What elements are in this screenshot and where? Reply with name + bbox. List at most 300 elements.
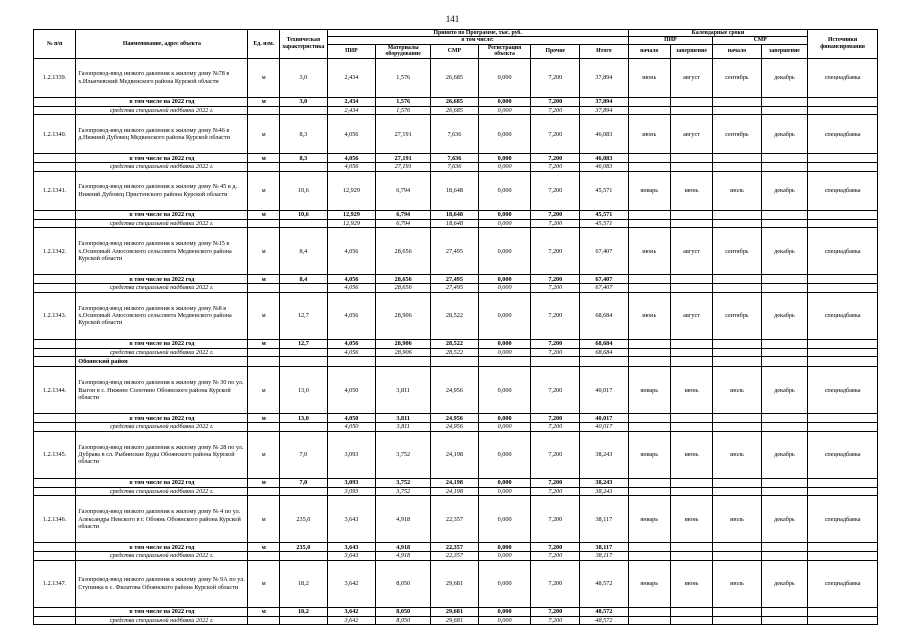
smr-end: декабрь <box>761 171 807 210</box>
smr-end: декабрь <box>761 560 807 607</box>
subtotal-2022-row <box>34 607 878 616</box>
subtotal-label: в том числе на 2022 год <box>76 154 248 163</box>
empty-cell <box>628 163 670 172</box>
pir-start: июнь <box>628 292 670 339</box>
other-value: 7,200 <box>531 97 580 106</box>
materials-value: 8,050 <box>376 560 431 607</box>
header-materials: Материалы оборудование <box>376 44 431 58</box>
empty-cell <box>761 423 807 432</box>
empty-cell <box>628 97 670 106</box>
other-value: 7,200 <box>531 543 580 552</box>
total-value: 48,572 <box>580 616 629 625</box>
pir-value: 4,056 <box>327 292 376 339</box>
empty-cell <box>248 616 280 625</box>
tech-value: 8,4 <box>280 275 328 284</box>
smr-end: декабрь <box>761 115 807 154</box>
empty-cell <box>713 275 762 284</box>
tech-value: 18,2 <box>280 560 328 607</box>
pir-value: 4,056 <box>327 115 376 154</box>
unit: м <box>248 339 280 348</box>
empty-cell <box>761 552 807 561</box>
special-fund-row <box>34 348 878 357</box>
registration-value: 0,000 <box>478 292 531 339</box>
smr-start: сентябрь <box>713 115 762 154</box>
materials-value: 3,811 <box>376 367 431 414</box>
subtotal-2022-row <box>34 414 878 423</box>
materials-value: 6,794 <box>376 219 431 228</box>
smr-value: 24,956 <box>431 367 479 414</box>
empty-cell <box>670 543 712 552</box>
empty-cell <box>248 423 280 432</box>
empty-cell <box>34 97 76 106</box>
header-start-smr: начало <box>713 44 762 58</box>
empty-cell <box>248 487 280 496</box>
subtotal-label: в том числе на 2022 год <box>76 478 248 487</box>
funding-source: спецнадбавка <box>808 58 878 97</box>
smr-value: 7,636 <box>431 163 479 172</box>
subtotal-2022-row <box>34 275 878 284</box>
empty-cell <box>713 414 762 423</box>
smr-end: декабрь <box>761 431 807 478</box>
special-fund-row <box>34 284 878 293</box>
total-value: 67,407 <box>580 284 629 293</box>
pir-value: 4,050 <box>327 423 376 432</box>
smr-value: 27,495 <box>431 284 479 293</box>
unit: м <box>248 154 280 163</box>
empty-cell <box>34 284 76 293</box>
empty-cell <box>761 284 807 293</box>
empty-cell <box>670 219 712 228</box>
empty-cell <box>713 357 762 367</box>
pir-value: 12,929 <box>327 219 376 228</box>
unit: м <box>248 97 280 106</box>
empty-cell <box>713 423 762 432</box>
unit: м <box>248 543 280 552</box>
pir-value: 3,642 <box>327 616 376 625</box>
empty-cell <box>628 414 670 423</box>
empty-cell <box>808 219 878 228</box>
empty-cell <box>761 616 807 625</box>
registration-value: 0,000 <box>478 607 531 616</box>
other-value: 7,200 <box>531 154 580 163</box>
object-name: Газопровод-ввод низкого давления к жилому дому №15 в х.Осиновый Амосовского сельсовета Медвенского района Курской области <box>76 228 248 275</box>
materials-value: 4,918 <box>376 543 431 552</box>
tech-value: 10,6 <box>280 210 328 219</box>
smr-value: 24,198 <box>431 431 479 478</box>
empty-cell <box>34 210 76 219</box>
smr-value: 18,648 <box>431 219 479 228</box>
pir-end: август <box>670 292 712 339</box>
empty-cell <box>248 552 280 561</box>
smr-value: 26,685 <box>431 97 479 106</box>
empty-cell <box>808 348 878 357</box>
empty-cell <box>670 357 712 367</box>
funding-source: спецнадбавка <box>808 431 878 478</box>
total-value: 38,117 <box>580 552 629 561</box>
header-num: № п/п <box>34 30 76 59</box>
region-num-cell <box>34 357 76 367</box>
header-smr: СМР <box>431 44 479 58</box>
empty-cell <box>808 616 878 625</box>
unit: м <box>248 496 280 543</box>
empty-cell <box>34 163 76 172</box>
empty-cell <box>628 210 670 219</box>
table-row <box>34 171 878 210</box>
object-name: Газопровод-ввод низкого давления к жилому дому № 28 по ул. Дубрава в сл. Рыбинские Буды Обоянского района Курской области <box>76 431 248 478</box>
empty-cell <box>713 163 762 172</box>
empty-cell <box>761 607 807 616</box>
empty-cell <box>628 339 670 348</box>
empty-cell <box>580 357 629 367</box>
other-value: 7,200 <box>531 478 580 487</box>
pir-start: июнь <box>628 115 670 154</box>
empty-cell <box>34 423 76 432</box>
empty-cell <box>34 154 76 163</box>
smr-start: сентябрь <box>713 228 762 275</box>
table-row <box>34 115 878 154</box>
empty-cell <box>761 106 807 115</box>
empty-cell <box>34 616 76 625</box>
empty-cell <box>628 357 670 367</box>
total-value: 38,117 <box>580 496 629 543</box>
smr-end: декабрь <box>761 367 807 414</box>
unit: м <box>248 367 280 414</box>
other-value: 7,200 <box>531 115 580 154</box>
header-end-pir: завершение <box>670 44 712 58</box>
total-value: 67,407 <box>580 275 629 284</box>
registration-value: 0,000 <box>478 219 531 228</box>
empty-cell <box>808 339 878 348</box>
row-number: 1.2.1342. <box>34 228 76 275</box>
other-value: 7,200 <box>531 171 580 210</box>
total-value: 38,243 <box>580 487 629 496</box>
special-fund-label: средства специальной надбавки 2022 г. <box>76 163 248 172</box>
special-fund-row <box>34 552 878 561</box>
row-number: 1.2.1339. <box>34 58 76 97</box>
header-name: Наименование, адрес объекта <box>76 30 248 59</box>
tech-value: 10,6 <box>280 171 328 210</box>
pir-value: 4,050 <box>327 414 376 423</box>
empty-cell <box>670 275 712 284</box>
materials-value: 1,576 <box>376 58 431 97</box>
unit: м <box>248 58 280 97</box>
empty-cell <box>713 607 762 616</box>
subtotal-label: в том числе на 2022 год <box>76 97 248 106</box>
header-source: Источники финансирования <box>808 30 878 59</box>
special-fund-label: средства специальной надбавки 2022 г. <box>76 284 248 293</box>
special-fund-row <box>34 106 878 115</box>
empty-cell <box>670 210 712 219</box>
empty-cell <box>713 106 762 115</box>
funding-source: спецнадбавка <box>808 560 878 607</box>
tech-value: 3,0 <box>280 58 328 97</box>
smr-start: июль <box>713 171 762 210</box>
pir-start: июнь <box>628 228 670 275</box>
empty-cell <box>628 348 670 357</box>
materials-value: 27,191 <box>376 154 431 163</box>
program-table <box>33 29 878 625</box>
unit: м <box>248 607 280 616</box>
subtotal-label: в том числе на 2022 год <box>76 414 248 423</box>
subtotal-label: в том числе на 2022 год <box>76 210 248 219</box>
subtotal-2022-row <box>34 543 878 552</box>
empty-cell <box>808 543 878 552</box>
smr-value: 26,685 <box>431 106 479 115</box>
empty-cell <box>713 543 762 552</box>
other-value: 7,200 <box>531 106 580 115</box>
header-total: Итого <box>580 44 629 58</box>
tech-value: 3,0 <box>280 97 328 106</box>
special-fund-row <box>34 163 878 172</box>
materials-value: 28,906 <box>376 292 431 339</box>
tech-value: 235,0 <box>280 543 328 552</box>
other-value: 7,200 <box>531 163 580 172</box>
other-value: 7,200 <box>531 58 580 97</box>
smr-value: 24,198 <box>431 478 479 487</box>
total-value: 37,894 <box>580 106 629 115</box>
empty-cell <box>670 154 712 163</box>
empty-cell <box>670 414 712 423</box>
empty-cell <box>713 552 762 561</box>
empty-cell <box>34 339 76 348</box>
smr-value: 27,495 <box>431 228 479 275</box>
empty-cell <box>670 339 712 348</box>
empty-cell <box>808 284 878 293</box>
special-fund-row <box>34 487 878 496</box>
empty-cell <box>713 210 762 219</box>
other-value: 7,200 <box>531 607 580 616</box>
pir-end: июнь <box>670 171 712 210</box>
empty-cell <box>34 348 76 357</box>
header-program: Принято по Программе, тыс. руб. <box>327 30 628 37</box>
registration-value: 0,000 <box>478 616 531 625</box>
header-start-pir: начало <box>628 44 670 58</box>
empty-cell <box>34 543 76 552</box>
empty-cell <box>713 97 762 106</box>
empty-cell <box>431 357 479 367</box>
funding-source: спецнадбавка <box>808 292 878 339</box>
empty-cell <box>761 348 807 357</box>
empty-cell <box>761 275 807 284</box>
table-row <box>34 228 878 275</box>
tech-value: 7,0 <box>280 431 328 478</box>
header-unit: Ед. изм. <box>248 30 280 59</box>
subtotal-label: в том числе на 2022 год <box>76 339 248 348</box>
registration-value: 0,000 <box>478 228 531 275</box>
empty-cell <box>628 487 670 496</box>
materials-value: 3,811 <box>376 423 431 432</box>
table-row <box>34 367 878 414</box>
pir-value: 4,056 <box>327 228 376 275</box>
empty-cell <box>34 478 76 487</box>
empty-cell <box>531 357 580 367</box>
smr-value: 22,357 <box>431 543 479 552</box>
pir-start: январь <box>628 431 670 478</box>
header-cal-pir: ПИР <box>628 37 713 44</box>
empty-cell <box>808 414 878 423</box>
empty-cell <box>248 357 280 367</box>
empty-cell <box>248 219 280 228</box>
smr-end: декабрь <box>761 496 807 543</box>
registration-value: 0,000 <box>478 171 531 210</box>
empty-cell <box>34 552 76 561</box>
empty-cell <box>761 154 807 163</box>
special-fund-label: средства специальной надбавки 2022 г. <box>76 423 248 432</box>
smr-start: июль <box>713 560 762 607</box>
tech-value: 8,4 <box>280 228 328 275</box>
object-name: Газопровод-ввод низкого давления к жилому дому №46 в д.Нижний Дубовец Медвенского района Курской области <box>76 115 248 154</box>
total-value: 46,083 <box>580 115 629 154</box>
subtotal-2022-row <box>34 478 878 487</box>
tech-value: 8,3 <box>280 115 328 154</box>
empty-cell <box>670 616 712 625</box>
other-value: 7,200 <box>531 210 580 219</box>
other-value: 7,200 <box>531 228 580 275</box>
empty-cell <box>808 478 878 487</box>
row-number: 1.2.1344. <box>34 367 76 414</box>
other-value: 7,200 <box>531 284 580 293</box>
other-value: 7,200 <box>531 219 580 228</box>
empty-cell <box>34 275 76 284</box>
empty-cell <box>713 219 762 228</box>
tech-value: 18,2 <box>280 607 328 616</box>
registration-value: 0,000 <box>478 210 531 219</box>
other-value: 7,200 <box>531 348 580 357</box>
other-value: 7,200 <box>531 496 580 543</box>
header-cal-smr: СМР <box>713 37 808 44</box>
materials-value: 8,050 <box>376 607 431 616</box>
registration-value: 0,000 <box>478 106 531 115</box>
empty-cell <box>808 210 878 219</box>
empty-cell <box>628 478 670 487</box>
smr-value: 28,522 <box>431 292 479 339</box>
tech-value: 12,7 <box>280 292 328 339</box>
empty-cell <box>280 284 328 293</box>
registration-value: 0,000 <box>478 367 531 414</box>
table-row <box>34 58 878 97</box>
special-fund-label: средства специальной надбавки 2022 г. <box>76 487 248 496</box>
registration-value: 0,000 <box>478 58 531 97</box>
smr-end: декабрь <box>761 292 807 339</box>
empty-cell <box>670 552 712 561</box>
unit: м <box>248 115 280 154</box>
materials-value: 3,752 <box>376 487 431 496</box>
registration-value: 0,000 <box>478 339 531 348</box>
region-row <box>34 357 878 367</box>
empty-cell <box>808 275 878 284</box>
header-registration: Регистрация объекта <box>478 44 531 58</box>
materials-value: 4,918 <box>376 552 431 561</box>
pir-start: январь <box>628 367 670 414</box>
empty-cell <box>713 348 762 357</box>
registration-value: 0,000 <box>478 348 531 357</box>
empty-cell <box>713 487 762 496</box>
other-value: 7,200 <box>531 414 580 423</box>
unit: м <box>248 560 280 607</box>
total-value: 40,017 <box>580 367 629 414</box>
registration-value: 0,000 <box>478 163 531 172</box>
subtotal-2022-row <box>34 339 878 348</box>
total-value: 48,572 <box>580 607 629 616</box>
registration-value: 0,000 <box>478 487 531 496</box>
total-value: 68,684 <box>580 348 629 357</box>
empty-cell <box>761 210 807 219</box>
empty-cell <box>808 97 878 106</box>
other-value: 7,200 <box>531 431 580 478</box>
registration-value: 0,000 <box>478 560 531 607</box>
pir-value: 4,056 <box>327 339 376 348</box>
pir-start: июнь <box>628 58 670 97</box>
pir-start: январь <box>628 560 670 607</box>
empty-cell <box>670 163 712 172</box>
total-value: 45,571 <box>580 219 629 228</box>
unit: м <box>248 431 280 478</box>
empty-cell <box>248 163 280 172</box>
materials-value: 3,752 <box>376 478 431 487</box>
tech-value: 8,3 <box>280 154 328 163</box>
smr-value: 24,956 <box>431 414 479 423</box>
unit: м <box>248 292 280 339</box>
materials-value: 3,811 <box>376 414 431 423</box>
empty-cell <box>628 423 670 432</box>
total-value: 37,894 <box>580 97 629 106</box>
special-fund-label: средства специальной надбавки 2022 г. <box>76 616 248 625</box>
special-fund-label: средства специальной надбавки 2022 г. <box>76 219 248 228</box>
empty-cell <box>478 357 531 367</box>
materials-value: 28,656 <box>376 284 431 293</box>
registration-value: 0,000 <box>478 431 531 478</box>
pir-value: 2,434 <box>327 58 376 97</box>
registration-value: 0,000 <box>478 543 531 552</box>
table-row <box>34 431 878 478</box>
smr-end: декабрь <box>761 58 807 97</box>
row-number: 1.2.1340. <box>34 115 76 154</box>
materials-value: 28,906 <box>376 348 431 357</box>
total-value: 40,017 <box>580 414 629 423</box>
smr-value: 29,681 <box>431 616 479 625</box>
smr-value: 22,357 <box>431 496 479 543</box>
materials-value: 27,191 <box>376 115 431 154</box>
empty-cell <box>670 97 712 106</box>
empty-cell <box>280 423 328 432</box>
funding-source: спецнадбавка <box>808 367 878 414</box>
registration-value: 0,000 <box>478 496 531 543</box>
empty-cell <box>670 348 712 357</box>
empty-cell <box>248 284 280 293</box>
empty-cell <box>761 97 807 106</box>
empty-cell <box>628 284 670 293</box>
pir-value: 2,434 <box>327 106 376 115</box>
special-fund-label: средства специальной надбавки 2022 г. <box>76 348 248 357</box>
other-value: 7,200 <box>531 339 580 348</box>
pir-end: август <box>670 228 712 275</box>
registration-value: 0,000 <box>478 97 531 106</box>
unit: м <box>248 171 280 210</box>
empty-cell <box>761 543 807 552</box>
empty-cell <box>628 543 670 552</box>
empty-cell <box>280 357 328 367</box>
pir-value: 3,642 <box>327 607 376 616</box>
unit: м <box>248 275 280 284</box>
tech-value: 12,7 <box>280 339 328 348</box>
smr-value: 26,685 <box>431 58 479 97</box>
empty-cell <box>280 348 328 357</box>
pir-start: январь <box>628 171 670 210</box>
registration-value: 0,000 <box>478 414 531 423</box>
pir-value: 3,093 <box>327 487 376 496</box>
empty-cell <box>713 284 762 293</box>
pir-value: 4,056 <box>327 284 376 293</box>
